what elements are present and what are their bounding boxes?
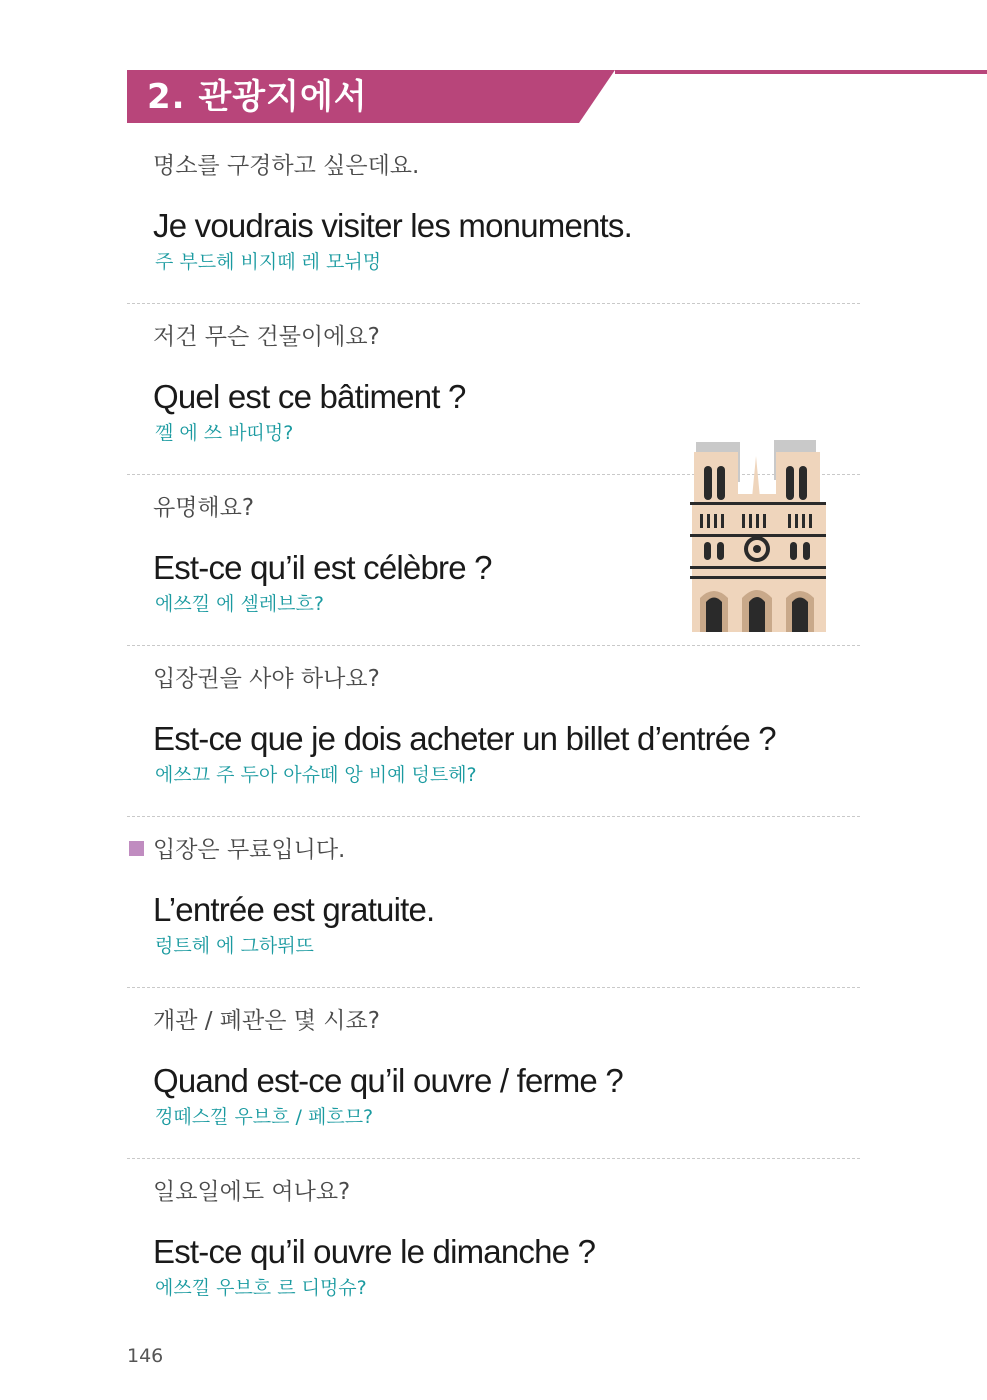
- french-phrase: L’entrée est gratuite.: [153, 891, 435, 928]
- french-phrase: Quel est ce bâtiment ?: [153, 378, 466, 415]
- pronunciation: 껠 에 쓰 바띠멍?: [155, 422, 294, 444]
- french-phrase: Est-ce que je dois acheter un billet d’entrée ?: [153, 720, 776, 757]
- phrase-entry: [127, 646, 860, 817]
- pronunciation: 껑떼스낄 우브흐 / 페흐므?: [155, 1106, 374, 1128]
- korean-phrase: 저건 무슨 건물이에요?: [153, 324, 380, 350]
- korean-phrase: 입장권을 사야 하나요?: [153, 666, 380, 692]
- french-phrase: Est-ce qu’il ouvre le dimanche ?: [153, 1233, 596, 1270]
- korean-phrase: 개관 / 폐관은 몇 시죠?: [153, 1008, 380, 1034]
- french-phrase: Je voudrais visiter les monuments.: [153, 207, 632, 244]
- french-phrase: Est-ce qu’il est célèbre ?: [153, 549, 492, 586]
- phrase-entry: [127, 988, 860, 1159]
- korean-phrase: 일요일에도 여나요?: [153, 1179, 351, 1205]
- section-title: 2. 관광지에서: [147, 77, 368, 117]
- pronunciation: 에쓰낄 에 셀레브흐?: [155, 593, 324, 615]
- pronunciation: 주 부드헤 비지떼 레 모뉘멍: [155, 251, 382, 273]
- phrase-entry: [127, 133, 860, 304]
- bullet-marker: [129, 841, 144, 856]
- pronunciation: 에쓰낄 우브흐 르 디멍슈?: [155, 1277, 367, 1299]
- phrase-entry: [127, 817, 860, 988]
- korean-phrase: 유명해요?: [153, 495, 255, 521]
- french-phrase: Quand est-ce qu’il ouvre / ferme ?: [153, 1062, 623, 1099]
- phrase-entry: [127, 1159, 860, 1330]
- page-number: 146: [127, 1345, 164, 1367]
- cathedral-icon: [690, 438, 830, 634]
- section-header: [127, 70, 987, 123]
- pronunciation: 렁트헤 에 그하뛰뜨: [155, 935, 314, 957]
- pronunciation: 에쓰끄 주 두아 아슈떼 앙 비예 덩트헤?: [155, 764, 477, 786]
- korean-phrase: 입장은 무료입니다.: [153, 837, 346, 863]
- korean-phrase: 명소를 구경하고 싶은데요.: [153, 153, 420, 179]
